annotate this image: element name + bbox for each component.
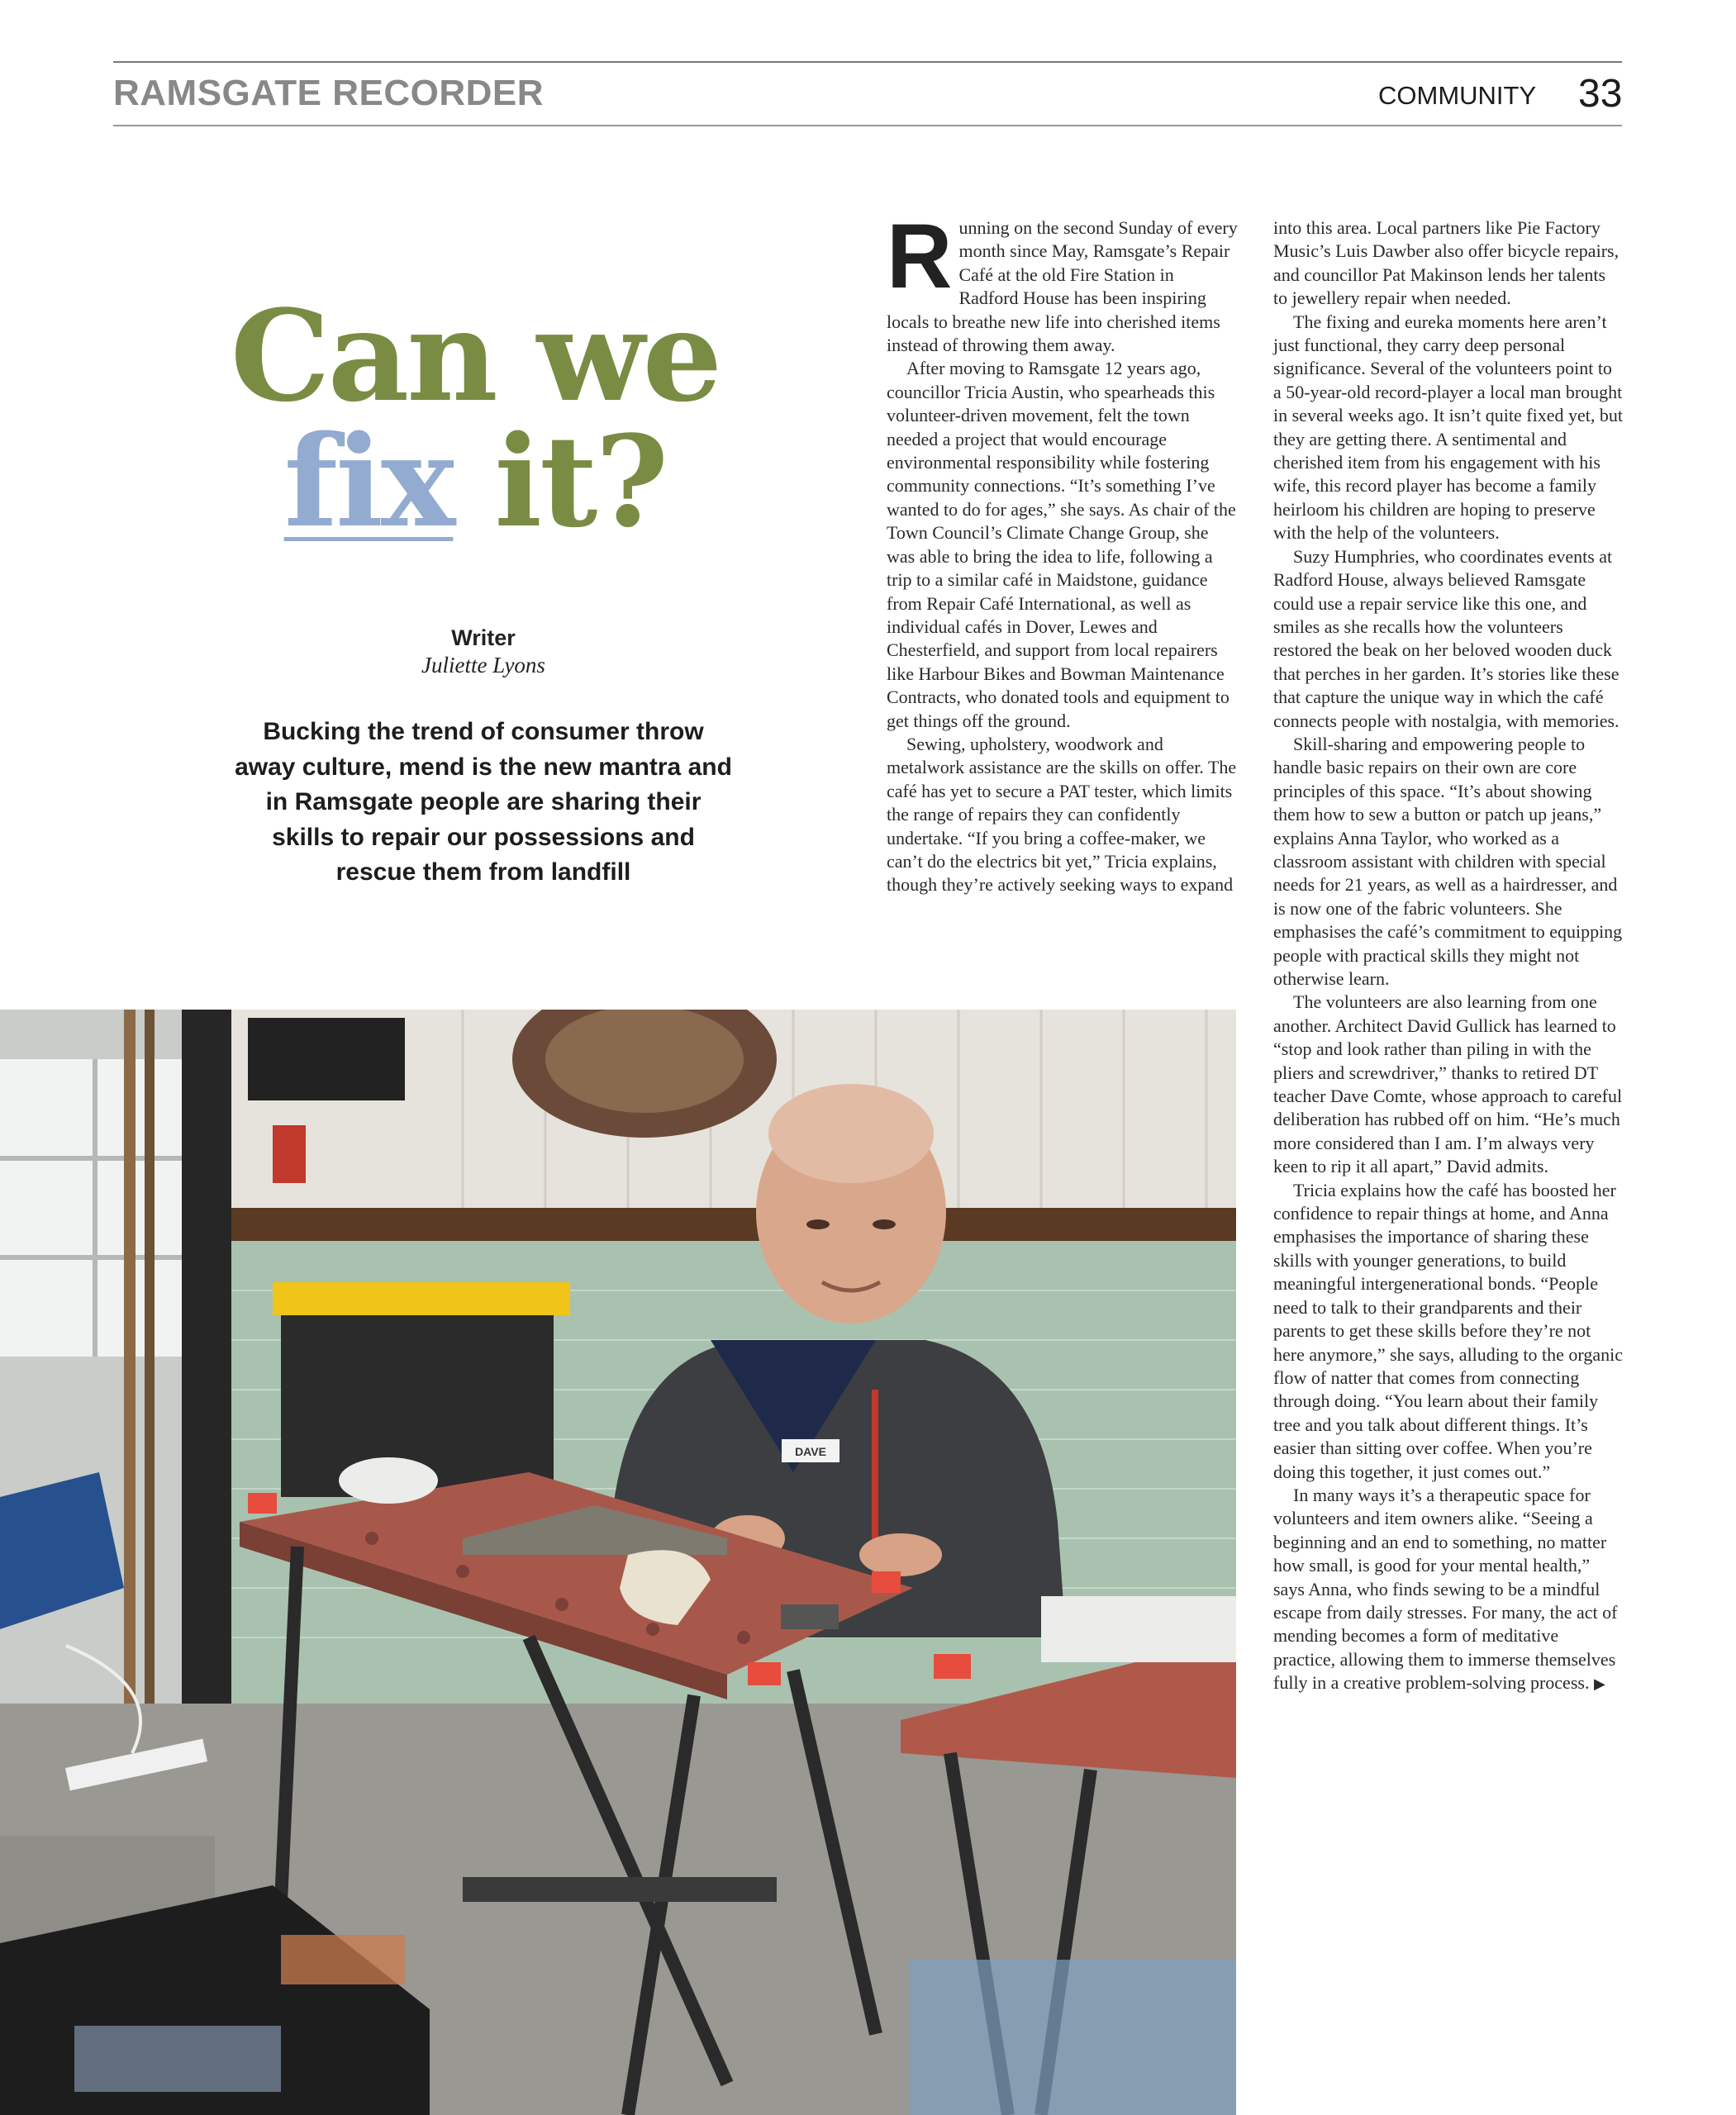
end-mark-icon: ▶ <box>1593 1675 1605 1693</box>
body-paragraph: After moving to Ramsgate 12 years ago, councillor Tricia Austin, who spearheads this volunteer-driven movement, felt the town needed a project that would encourage environmental responsibility while fostering community connections. “It’s something I’ve wanted to do for ages,” she says. As chair of the Town Council’s Climate Change Group, she was able to bring the idea to life, following a trip to a similar café in Maidstone, guidance from Repair Café International, as well as individual cafés in Dover, Lewes and Chesterfield, and support from local repairers like Harbour Bikes and Bowman Maintenance Contracts, who donated tools and equipment to get things off the ground. <box>887 358 1236 731</box>
byline-name: Juliette Lyons <box>421 653 545 677</box>
header-bottom-rule <box>113 125 1622 126</box>
section-label: COMMUNITY <box>1378 81 1537 110</box>
paragraph-text: unning on the second Sunday of every month since May, Ramsgate’s Repair Café at the old Fire Station in Radford House has been inspiring locals to breathe new life into cherished items instead of throwing them away. <box>887 217 1238 356</box>
article-photo <box>0 1010 1236 2115</box>
headline-line-2-rest: it? <box>453 407 667 555</box>
page-number: 33 <box>1578 72 1623 116</box>
name-badge-text: DAVE <box>795 1445 826 1458</box>
headline-accent-word: fix <box>283 407 454 555</box>
body-column-1 <box>887 206 1238 897</box>
body-paragraph <box>887 206 1238 357</box>
body-paragraph: Tricia explains how the café has boosted her confidence to repair things at home, and Anna emphasises the importance of sharing these skills with younger generations, to build meaningful intergenerational bonds. “People need to talk to their grandparents and their parents to get these skills before they’re not here anymore,” she says, alluding to the organic flow of natter that comes from connecting through doing. “You learn about their family tree and you talk about different things. It’s easier than sitting over coffee. When you’re doing this together, it just comes out.” <box>1273 1179 1623 1482</box>
publication-masthead: RAMSGATE RECORDER <box>113 73 545 113</box>
body-paragraph: Sewing, upholstery, woodwork and metalwork assistance are the skills on offer. The café has yet to secure a PAT tester, which limits the range of repairs they can confidently undertake. “If you bring a coffee-maker, we can’t do the electrics bit yet,” Tricia explains, though they’re actively seeking ways to expand <box>887 733 1237 896</box>
body-paragraph: into this area. Local partners like Pie Factory Music’s Luis Dawber also offer bicycle repairs, and councillor Pat Makinson lends her talents to jewellery repair when needed. <box>1273 217 1619 309</box>
headline-line-2 <box>124 407 826 555</box>
standfirst: Bucking the trend of consumer throw away culture, mend is the new mantra and in Ramsgate people are sharing their skills to repair our possessions and rescue them from landfill <box>235 718 732 886</box>
body-paragraph: Skill-sharing and empowering people to handle basic repairs on their own are core principles of this space. “It’s about showing them how to sew a button or patch up jeans,” explains Anna Taylor, who worked as a classroom assistant with children with special needs for 21 years, as well as a hairdresser, and is now one of the fabric volunteers. She emphasises the café’s commitment to equipping people with practical skills they might not otherwise learn. <box>1273 733 1623 989</box>
body-column-2 <box>1273 216 1623 1696</box>
body-paragraph: The fixing and eureka moments here aren’t just functional, they carry deep personal significance. Several of the volunteers point to a 50-year-old record-player a local man brought in several weeks ago. It isn’t quite fixed yet, but they are getting there. A sentimental and cherished item from his engagement with his wife, this record player has become a family heirloom his children are hoping to preserve with the help of the volunteers. <box>1273 311 1623 544</box>
body-paragraph: The volunteers are also learning from one another. Architect David Gullick has learned to “stop and look rather than piling in with the pliers and screwdriver,” thanks to retired DT teacher Dave Comte, whose approach to careful deliberation has rubbed off on him. “He’s much more considered than I am. I’m always very keen to rip it all apart,” David admits. <box>1273 991 1623 1177</box>
headline-line-1: Can we <box>230 282 721 430</box>
body-paragraph <box>1273 1484 1623 1696</box>
drop-cap: R <box>887 206 953 307</box>
article-headline <box>124 282 826 555</box>
byline-label: Writer <box>451 625 516 650</box>
header-top-rule <box>113 61 1622 63</box>
body-paragraph: Suzy Humphries, who coordinates events at Radford House, always believed Ramsgate could use a repair service like this one, and smiles as she recalls how the volunteers restored the beak on her beloved wooden duck that perches in her garden. It’s stories like these that capture the unique way in which the café connects people with nostalgia, with memories. <box>1273 545 1619 731</box>
paragraph-text: In many ways it’s a therapeutic space for volunteers and item owners alike. “Seeing a beginning and an end to something, no matter how small, is good for your mental health,” says Anna, who finds sewing to be a mindful escape from daily stresses. For many, the act of mending becomes a form of meditative practice, allowing them to immerse themselves fully in a creative problem-solving process. <box>1273 1484 1618 1694</box>
